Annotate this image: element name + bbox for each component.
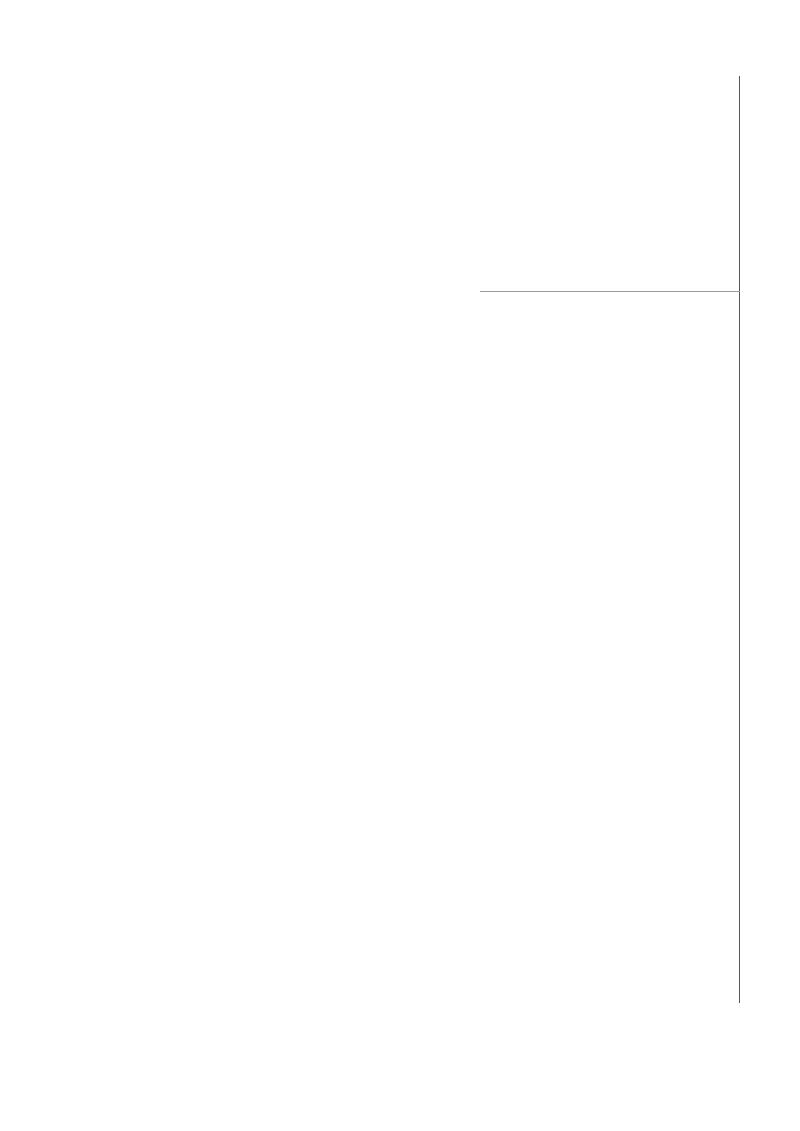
- bottom-text-block: [116, 291, 740, 1002]
- bottom-right-border: [739, 292, 740, 1003]
- top-text-block: [116, 76, 740, 290]
- top-right-border: [739, 76, 740, 291]
